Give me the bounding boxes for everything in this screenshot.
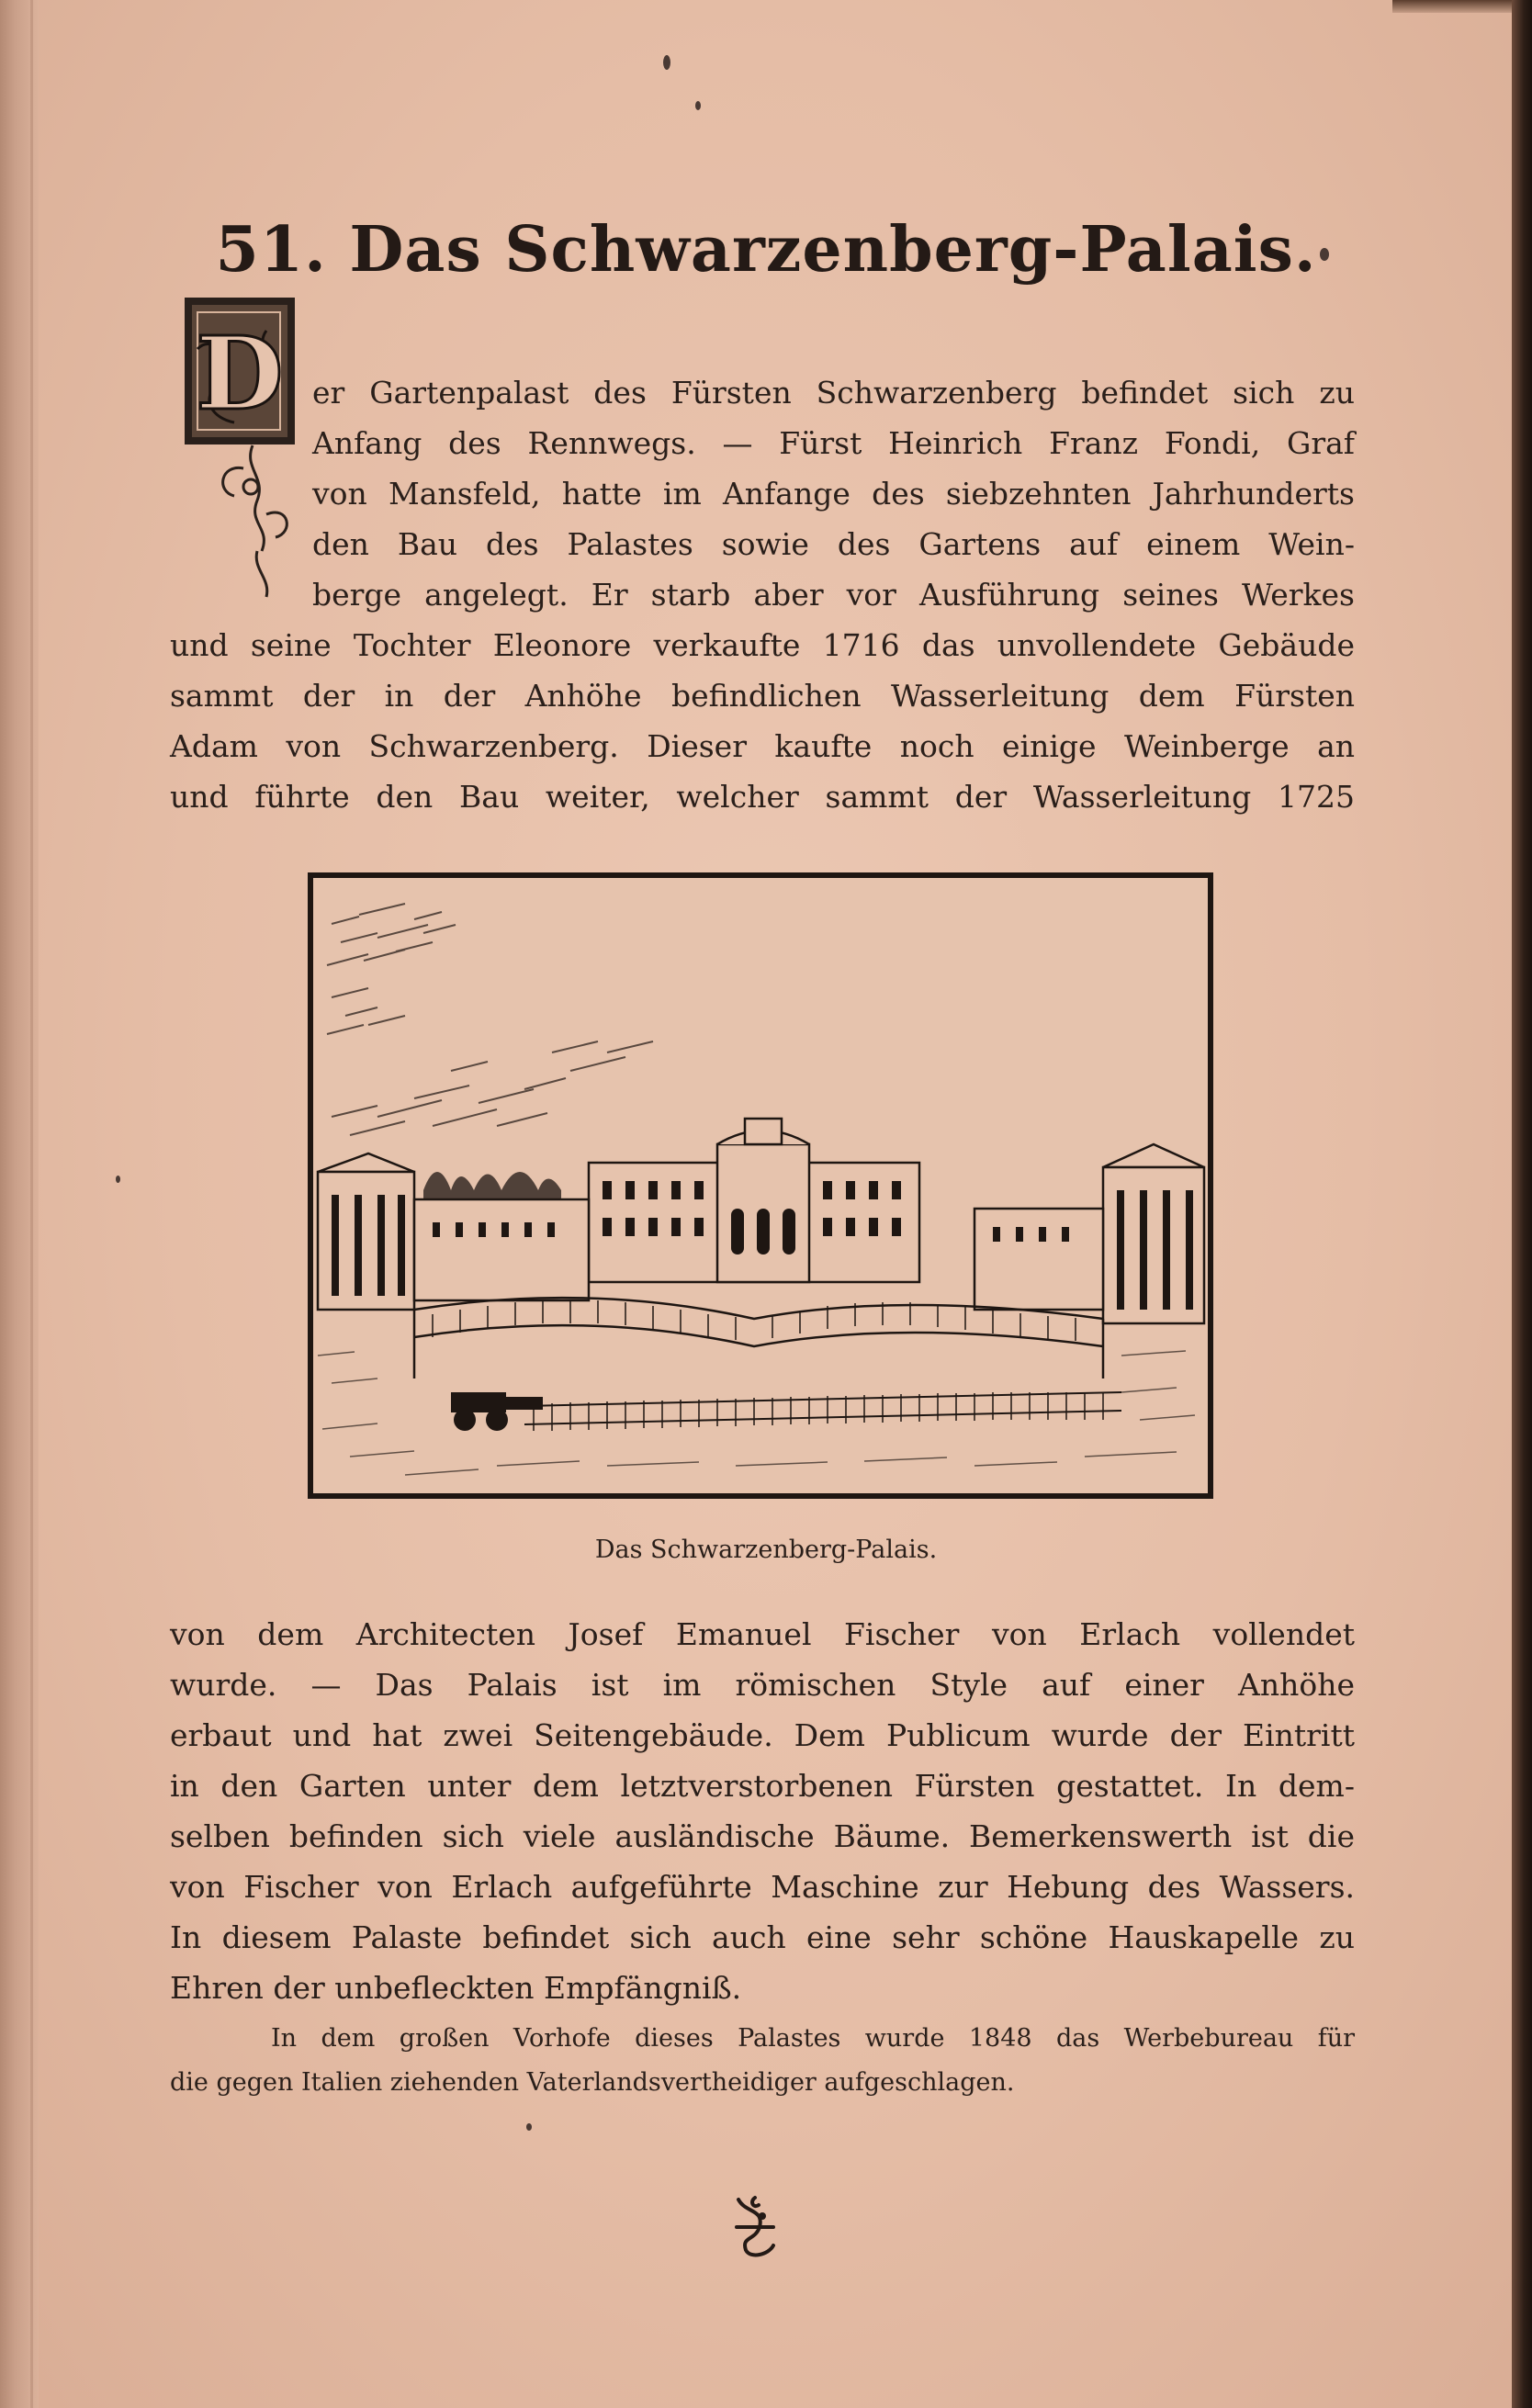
paper-speck <box>526 2123 532 2131</box>
text-line: erbaut und hat zwei Seitengebäude. Dem Publicum wurde der Eintritt <box>170 1717 1355 1753</box>
paragraph-intro <box>170 367 1355 822</box>
paper-speck <box>116 1176 120 1183</box>
paper-speck <box>663 55 670 70</box>
paragraph-continuation <box>170 1609 1355 2013</box>
cover-corner <box>1392 0 1512 13</box>
text-line: In dem großen Vorhofe dieses Palastes wurde 1848 das Werbebureau für <box>271 2024 1355 2053</box>
text-line: in den Garten unter dem letztverstorbenen Fürsten gestattet. In dem- <box>170 1768 1355 1804</box>
text-line: Anfang des Rennwegs. — Fürst Heinrich Franz Fondi, Graf <box>312 425 1355 461</box>
text-line: die gegen Italien ziehenden Vaterlandsvertheidiger aufgeschlagen. <box>170 2068 1015 2097</box>
text-line: wurde. — Das Palais ist im römischen Style auf einer Anhöhe <box>170 1667 1355 1703</box>
text-line: Adam von Schwarzenberg. Dieser kaufte noch einige Weinberge an <box>170 728 1355 764</box>
fleuron-icon <box>727 2190 783 2264</box>
text-line: und führte den Bau weiter, welcher sammt der Wasserleitung 1725 <box>170 779 1355 815</box>
paper-speck <box>695 101 701 110</box>
figure-caption: Das Schwarzenberg-Palais. <box>594 1536 938 1564</box>
book-cover-edge <box>1512 0 1532 2408</box>
text-line: In diesem Palaste befindet sich auch eine sehr schöne Hauskapelle zu <box>170 1919 1355 1955</box>
text-line: von dem Architecten Josef Emanuel Fischer von Erlach vollendet <box>170 1616 1355 1652</box>
text-line: Ehren der unbefleckten Empfängniß. <box>170 1970 742 2006</box>
text-line: den Bau des Palastes sowie des Gartens auf einem Wein- <box>312 526 1355 562</box>
text-line: selben befinden sich viele ausländische Bäume. Bemerkenswerth ist die <box>170 1818 1355 1854</box>
text-line: er Gartenpalast des Fürsten Schwarzenberg befindet sich zu <box>312 375 1355 411</box>
text-line: von Mansfeld, hatte im Anfange des siebzehnten Jahrhunderts <box>312 476 1355 512</box>
text-line: berge angelegt. Er starb aber vor Ausführung seines Werkes <box>312 577 1355 613</box>
text-line: von Fischer von Erlach aufgeführte Maschine zur Hebung des Wassers. <box>170 1869 1355 1905</box>
text-line: und seine Tochter Eleonore verkaufte 1716 das unvollendete Gebäude <box>170 627 1355 663</box>
page-gutter-edge <box>0 0 39 2408</box>
paragraph-footnote <box>170 2017 1355 2105</box>
page-title: 51. Das Schwarzenberg-Palais. <box>215 213 1317 287</box>
palace-engraving <box>308 872 1213 1499</box>
text-line: sammt der in der Anhöhe befindlichen Wasserleitung dem Fürsten <box>170 678 1355 714</box>
dropcap-letter: D <box>196 314 284 433</box>
